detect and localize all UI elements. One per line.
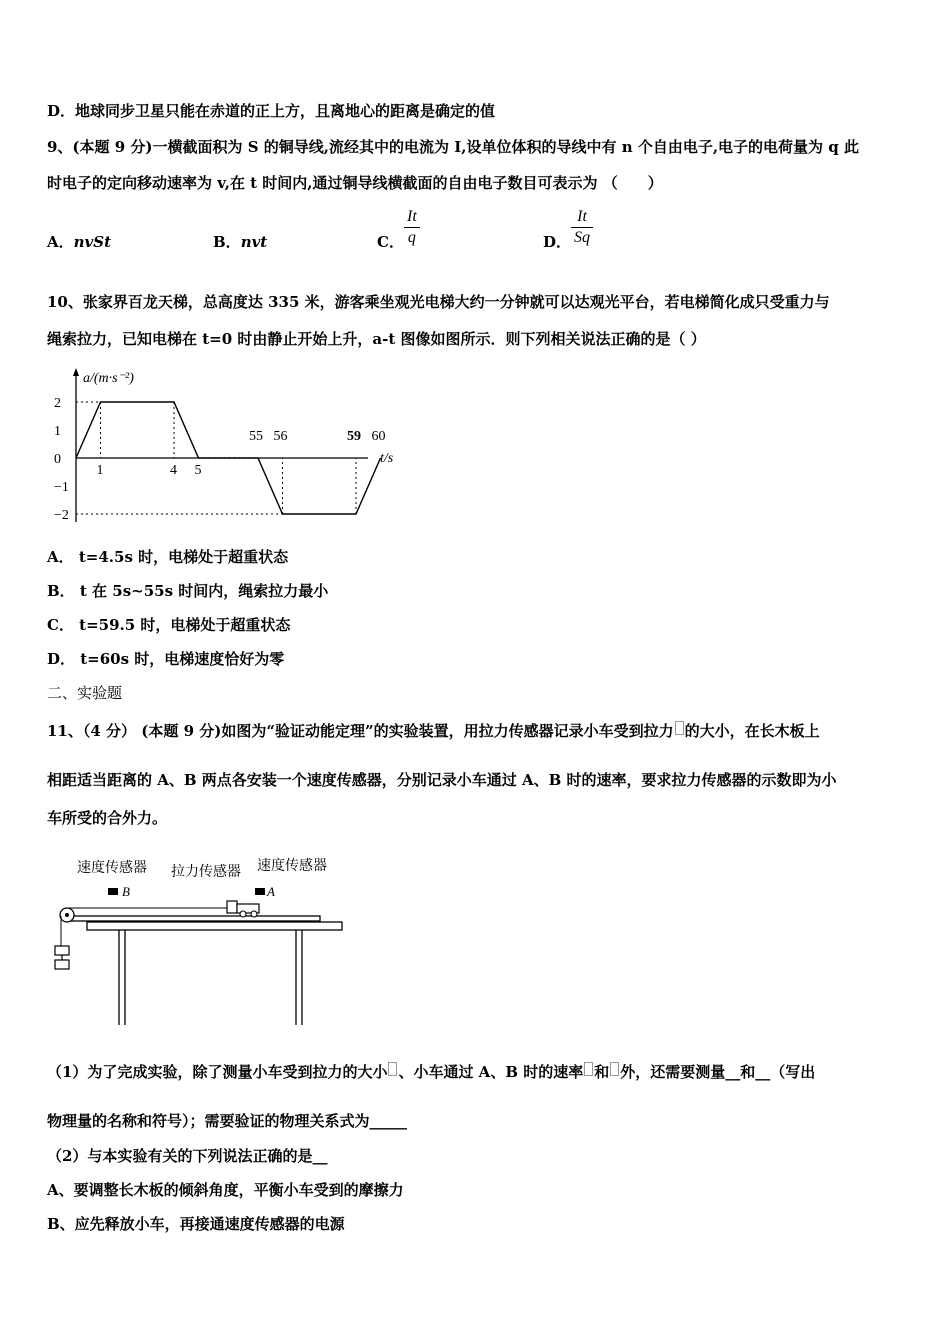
- force-sensor-label: 拉力传感器: [171, 865, 241, 880]
- speed-sensor-a: [255, 888, 265, 895]
- speed-sensor-a-label: 速度传感器: [257, 859, 327, 874]
- chart-y-axis-arrow: [73, 368, 79, 376]
- speed-sensor-b-label: 速度传感器: [77, 861, 147, 876]
- q11-stem-line2: 相距适当距离的 A、B 两点各安装一个速度传感器，分别记录小车通过 A、B 时的速率，要求拉力传感器的示数即为小: [47, 771, 837, 789]
- chart-y-label: a/(m·s⁻²): [83, 371, 134, 386]
- q11-stem-line1: [47, 721, 820, 741]
- q11-sub1-part4: 外，还需要测量__和__（写出: [620, 1063, 816, 1081]
- q9-option-b-value: nvt: [240, 233, 268, 251]
- q9-option-d-fraction: [571, 207, 593, 248]
- x-tick-label: 4: [170, 463, 177, 478]
- q10-stem-line1: 10、张家界百龙天梯，总高度达 335 米，游客乘坐观光电梯大约一分钟就可以达观光平台，若电梯简化成只受重力与: [47, 293, 830, 311]
- q10-option-b: B． t 在 5s~55s 时间内，绳索拉力最小: [47, 582, 329, 600]
- pulley-axle: [65, 913, 69, 917]
- cart-wheel-front: [240, 911, 246, 917]
- q10-stem-line2: 绳索拉力，已知电梯在 t=0 时由静止开始上升，a-t 图像如图所示．则下列相关说法正确的是（ ）: [47, 330, 706, 348]
- apparatus-figure: [47, 850, 352, 1030]
- missing-glyph-icon: [388, 1062, 397, 1076]
- q9-stem-line1: 9、(本题 9 分)一横截面积为 S 的铜导线,流经其中的电流为 I,设单位体积的导线中有 n 个自由电子,电子的电荷量为 q 此: [47, 138, 859, 156]
- long-board: [65, 916, 320, 921]
- q11-stem-line1-part2: 的大小，在长木板上: [684, 722, 820, 740]
- q11-sub1-part2: 、小车通过 A、B 时的速率: [398, 1063, 584, 1081]
- q10-option-d: D． t=60s 时，电梯速度恰好为零: [47, 650, 285, 668]
- x-tick-label: 1: [96, 463, 104, 478]
- y-tick-label: −2: [54, 508, 69, 523]
- q9-stem-line2: 时电子的定向移动速率为 v,在 t 时间内,通过铜导线横截面的自由电子数目可表示为 （ ）: [47, 174, 663, 192]
- point-b-label: B: [122, 884, 130, 899]
- hanging-weight-top: [55, 946, 69, 955]
- q9-option-b: [213, 232, 267, 252]
- y-tick-label: 1: [54, 424, 61, 439]
- missing-glyph-icon: [610, 1062, 619, 1076]
- y-tick-label: 2: [54, 396, 61, 411]
- cart-wheel-rear: [251, 911, 257, 917]
- y-tick-label: 0: [54, 452, 61, 467]
- q9-option-c-label: C．: [377, 233, 404, 251]
- x-tick-label: 59: [347, 429, 361, 444]
- q9-option-a: [47, 232, 111, 252]
- q10-option-c: C． t=59.5 时，电梯处于超重状态: [47, 616, 291, 634]
- hanging-weight-bottom: [55, 960, 69, 969]
- speed-sensor-b: [108, 888, 118, 895]
- q9-option-d-numerator: It: [571, 207, 593, 228]
- point-a-label: A: [267, 884, 275, 899]
- q11-sub2: （2）与本实验有关的下列说法正确的是__: [47, 1147, 328, 1165]
- q9-option-d-denominator: Sq: [574, 229, 590, 246]
- q9-option-c-numerator: It: [404, 207, 420, 228]
- q9-option-a-value: nvSt: [73, 233, 112, 251]
- missing-glyph-icon: [584, 1062, 593, 1076]
- q9-option-d-label: D．: [543, 233, 572, 251]
- q8-option-d: D．地球同步卫星只能在赤道的正上方，且离地心的距离是确定的值: [47, 102, 496, 120]
- q9-option-c-denominator: q: [407, 229, 416, 246]
- q9-option-a-label: A．: [47, 233, 74, 251]
- q11-stem-line3: 车所受的合外力。: [47, 809, 168, 827]
- q9-option-b-label: B．: [213, 233, 241, 251]
- a-t-chart: [50, 362, 420, 532]
- q11-stem-line1-part1: 11、（4 分） (本题 9 分)如图为“验证动能定理”的实验装置，用拉力传感器记录小车受到拉力: [47, 722, 674, 740]
- y-tick-label: −1: [54, 480, 69, 495]
- x-tick-label: 60: [371, 429, 386, 444]
- q11-sub1-line2: 物理量的名称和符号）；需要验证的物理关系式为_____: [47, 1112, 408, 1130]
- q11-sub1-part3: 和: [594, 1063, 610, 1081]
- section-heading-experiment: 二、实验题: [47, 684, 123, 702]
- q9-option-c-fraction: [404, 207, 420, 248]
- missing-glyph-icon: [675, 721, 684, 735]
- chart-x-label: t/s: [380, 451, 394, 466]
- x-tick-label: 5: [194, 463, 202, 478]
- x-tick-label: 56: [273, 429, 288, 444]
- q11-sub2-option-b: B、应先释放小车，再接通速度传感器的电源: [47, 1215, 345, 1233]
- q11-sub2-option-a: A、要调整长木板的倾斜角度，平衡小车受到的摩擦力: [47, 1181, 404, 1199]
- table-top: [87, 922, 342, 930]
- q10-option-a: A． t=4.5s 时，电梯处于超重状态: [47, 548, 289, 566]
- x-tick-label: 55: [249, 429, 263, 444]
- q11-sub1-part1: （1）为了完成实验，除了测量小车受到拉力的大小: [47, 1063, 388, 1081]
- q11-sub1-line1: [47, 1062, 815, 1082]
- force-sensor: [227, 901, 237, 913]
